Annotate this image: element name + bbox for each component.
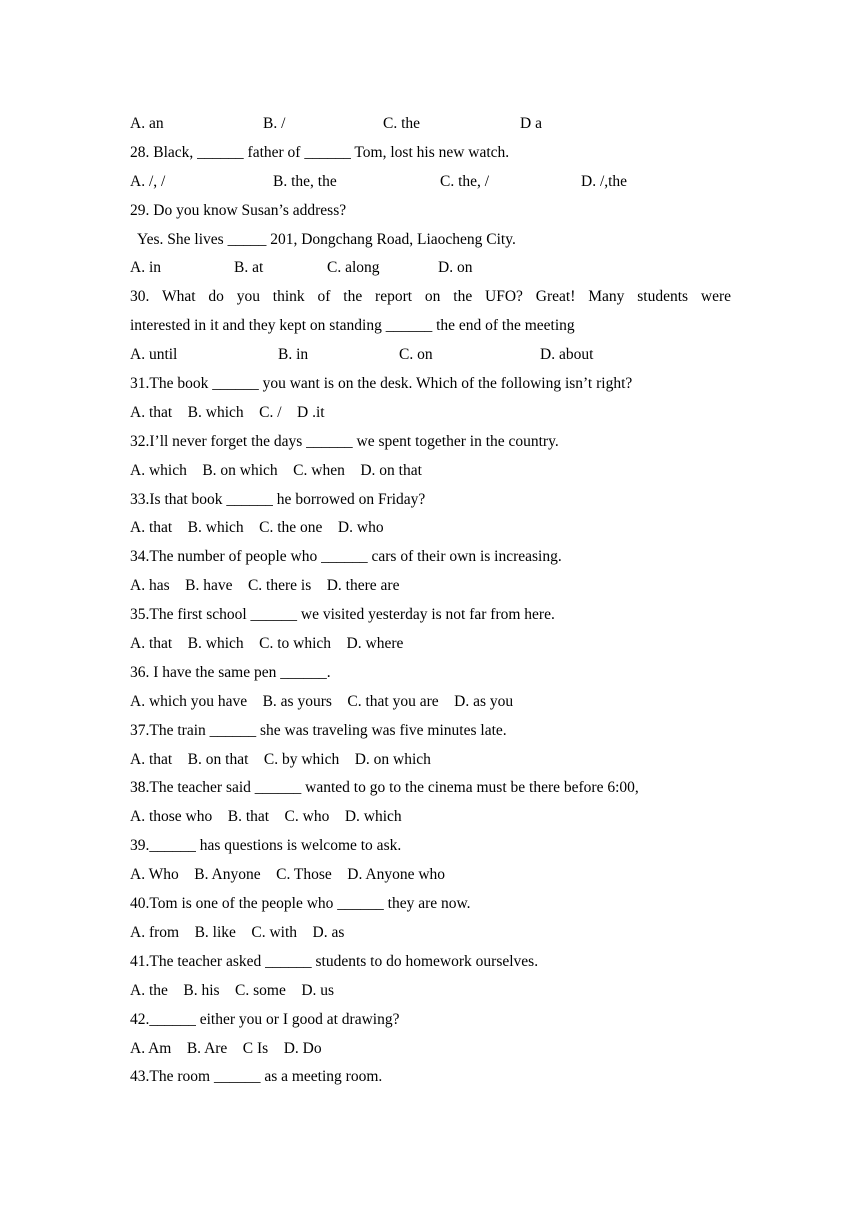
question-list — [130, 110, 731, 1092]
q30-stem-continued: interested in it and they kept on standing ______ the end of the meeting — [130, 317, 575, 335]
question-stem: 41.The teacher asked ______ students to do homework ourselves. — [130, 952, 539, 970]
q29-stem-continued: Yes. She lives _____ 201, Dongchang Road, Liaocheng City. — [137, 230, 516, 248]
question-stem: 39.______ has questions is welcome to ask. — [130, 837, 402, 855]
question-stem: 35.The first school ______ we visited yesterday is not far from here. — [130, 606, 555, 624]
option-a: A. in — [130, 259, 161, 277]
option-d: D. /,the — [581, 172, 628, 190]
answer-options: A. that B. which C. the one D. who — [130, 519, 384, 537]
option-a: A. until — [130, 346, 178, 364]
q28-stem: 28. Black, ______ father of ______ Tom, lost his new watch. — [130, 143, 510, 161]
q29-stem: 29. Do you know Susan’s address? — [130, 201, 347, 219]
question-stem: 38.The teacher said ______ wanted to go to the cinema must be there before 6:00, — [130, 779, 639, 797]
q28-options — [130, 168, 731, 197]
option-a: A. an — [130, 115, 164, 132]
question-stem: 36. I have the same pen ______. — [130, 663, 331, 681]
question-stem: 40.Tom is one of the people who ______ they are now. — [130, 895, 471, 913]
question-stem: 42.______ either you or I good at drawing? — [130, 1010, 400, 1028]
answer-options: A. that B. which C. / D .it — [130, 403, 325, 421]
option-c: C. the, / — [440, 172, 490, 190]
q30-options — [130, 341, 731, 370]
option-d: D. on — [438, 259, 473, 277]
option-c: C. the — [383, 115, 421, 132]
question-stem: 37.The train ______ she was traveling was five minutes late. — [130, 721, 507, 739]
option-a: A. /, / — [130, 172, 166, 190]
answer-options: A. those who B. that C. who D. which — [130, 808, 402, 826]
answer-options: A. that B. which C. to which D. where — [130, 635, 404, 653]
answer-options: A. which you have B. as yours C. that you are D. as you — [130, 692, 514, 710]
answer-options: A. has B. have C. there is D. there are — [130, 577, 400, 595]
option-c: C. on — [399, 346, 433, 364]
option-b: B. / — [263, 115, 286, 132]
question-stem: 32.I’ll never forget the days ______ we spent together in the country. — [130, 432, 559, 450]
option-d: D a — [520, 115, 542, 132]
answer-options: A. Who B. Anyone C. Those D. Anyone who — [130, 866, 446, 884]
answer-options: A. which B. on which C. when D. on that — [130, 461, 422, 479]
answer-options: A. from B. like C. with D. as — [130, 923, 345, 941]
answer-options: A. that B. on that C. by which D. on which — [130, 750, 431, 768]
option-b: B. in — [278, 346, 309, 364]
option-b: B. the, the — [273, 172, 337, 190]
option-c: C. along — [327, 259, 380, 277]
q30-stem: 30. What do you think of the report on the UFO? Great! Many students were — [130, 288, 731, 306]
question-stem: 33.Is that book ______ he borrowed on Friday? — [130, 490, 426, 508]
q29-options — [130, 254, 731, 283]
answer-options: A. Am B. Are C Is D. Do — [130, 1039, 322, 1057]
option-b: B. at — [234, 259, 264, 277]
question-stem: 43.The room ______ as a meeting room. — [130, 1068, 383, 1086]
option-d: D. about — [540, 346, 594, 364]
question-stem: 31.The book ______ you want is on the desk. Which of the following isn’t right? — [130, 375, 633, 393]
q27-options — [130, 110, 731, 139]
answer-options: A. the B. his C. some D. us — [130, 981, 335, 999]
question-stem: 34.The number of people who ______ cars of their own is increasing. — [130, 548, 562, 566]
